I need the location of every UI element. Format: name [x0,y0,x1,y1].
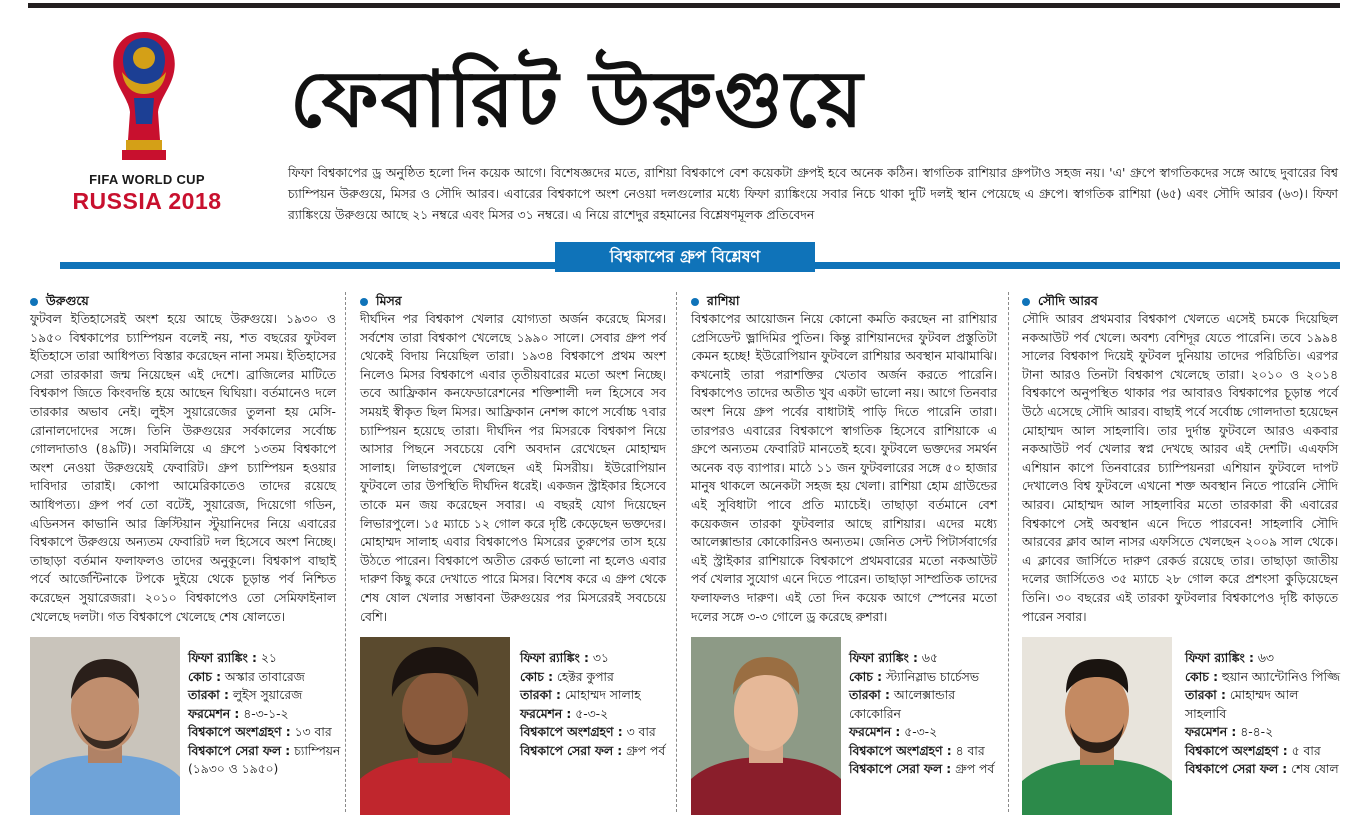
top-rule [28,3,1340,8]
bullet-icon [1022,298,1030,306]
bullet-icon [691,298,699,306]
team-name: সৌদি আরব [1038,293,1098,308]
fact-star: তারকা : আলেক্সান্ডার কোকোরিন [849,688,956,721]
team-column-saudi-arabia [1022,292,1338,626]
column-divider [1008,292,1009,812]
team-column-uruguay [30,292,336,626]
bullet-icon [30,298,38,306]
team-facts-egypt [520,649,672,760]
fact-ranking: ফিফা র‍্যাঙ্কিং : ৬৫ [849,651,938,665]
fact-formation: ফরমেশন : ৫-৩-২ [520,706,609,721]
fact-formation: ফরমেশন : ৪-৩-১-২ [188,706,289,721]
fact-appearances: বিশ্বকাপে অংশগ্রহণ : ৩ বার [520,725,656,739]
logo-line-world-cup: FIFA WORLD CUP [89,172,205,187]
fact-ranking: ফিফা র‍্যাঙ্কিং : ২১ [188,651,277,665]
team-title [1022,292,1338,310]
fact-ranking: ফিফা র‍্যাঙ্কিং : ৩১ [520,651,609,665]
fact-coach: কোচ : হেক্টর কুপার [520,669,614,684]
page-headline: ফেবারিট উরুগুয়ে [290,55,865,145]
bullet-icon [360,298,368,306]
fact-best-result: বিশ্বকাপে সেরা ফল : গ্রুপ পর্ব [849,762,995,776]
team-title [360,292,666,310]
team-name: উরুগুয়ে [46,293,89,308]
player-photo-kokorin [691,637,841,815]
fact-coach: কোচ : অস্কার তাবারেজ [188,669,305,684]
fact-coach: কোচ : স্ট্যানিস্লাভ চার্চেসভ [849,669,979,684]
team-facts-uruguay [188,649,343,779]
fact-formation: ফরমেশন : ৫-৩-২ [849,725,938,739]
fact-appearances: বিশ্বকাপে অংশগ্রহণ : ৫ বার [1185,743,1321,758]
fact-best-result: বিশ্বকাপে সেরা ফল : চ্যাম্পিয়ন (১৯৩০ ও ১৯৫০) [188,743,341,776]
column-divider [345,292,346,812]
fact-appearances: বিশ্বকাপে অংশগ্রহণ : ৪ বার [849,743,985,758]
fact-appearances: বিশ্বকাপে অংশগ্রহণ : ১৩ বার [188,725,332,739]
player-photo-salah [360,637,510,815]
team-column-russia [691,292,997,626]
team-body: দীর্ঘদিন পর বিশ্বকাপ খেলার যোগ্যতা অর্জন করেছে মিসর। সর্বশেষ তারা বিশ্বকাপ খেলেছে ১৯৯০ সালে। সেবার গ্রুপ পর্ব থেকেই বিদায় নিয়েছিল তারা। ১৯৩৪ বিশ্বকাপে প্রথম অংশ নিলেও মিসর বিশ্বকাপে এবার তৃতীয়বারের মতো অংশ নিচ্ছে। তবে আফ্রিকান কনফেডারেশনের শক্তিশালী দল হিসেবে সব সময়ই স্বীকৃত ছিল মিসর। আফ্রিকান নেশন্স কাপে সর্বোচ্চ ৭বার চ্যাম্পিয়ন হয়েছে তারা। দীর্ঘদিন পর মিসরকে বিশ্বকাপ নিয়ে আসার পিছনে সবচেয়ে বেশি অবদান রেখেছেন মোহাম্মদ সালাহ। লিভারপুলে খেলছেন এই মিসরীয়। ইউরোপিয়ান ফুটবলে তার উপস্থিতি দীর্ঘদিন ধরেই। একজন স্ট্রাইকার হিসেবে তাকে মন জয় করেছেন সবার। এ বছরই যোগ দিয়েছেন লিভারপুলে। ১৫ ম্যাচে ১২ গোল করে দৃষ্টি কেড়েছেন ভক্তদের। মোহাম্মদ সালাহ এবার বিশ্বকাপেও মিসরের তুরুপের তাস হয়ে উঠতে পারেন। বিশ্বকাপে অতীত রেকর্ড ভালো না হলেও এবার দারুণ কিছু করে দেখাতে পারে মিসর। বিশেষ করে এ গ্রুপ থেকে শেষ ষোল খেলার সম্ভাবনা উরুগুয়ের পর মিসরেরই সবচেয়ে বেশি। [360,312,666,624]
column-divider [676,292,677,812]
fifa-world-cup-logo [52,20,242,220]
fact-ranking: ফিফা র‍্যাঙ্কিং : ৬৩ [1185,651,1274,665]
trophy-emblem-icon [104,28,184,168]
fact-formation: ফরমেশন : ৪-৪-২ [1185,725,1274,739]
logo-line-russia: RUSSIA 2018 [72,188,222,214]
fact-coach: কোচ : হুয়ান অ্যান্টোনিও পিজ্জি [1185,669,1340,684]
team-name: মিসর [376,293,402,308]
team-title [691,292,997,310]
team-body: সৌদি আরব প্রথমবার বিশ্বকাপ খেলতে এসেই চমকে দিয়েছিল নকআউট পর্ব খেলে। অবশ্য বেশিদূর যেতে পারেনি। তবে ১৯৯৪ সালের বিশ্বকাপ দিয়েই ফুটবল দুনিয়ায় তাদের পরিচিতি। এরপর টানা আরও তিনটা বিশ্বকাপ খেলেছে তারা। ২০১০ ও ২০১৪ বিশ্বকাপে অনুপস্থিত থাকার পর আবারও বিশ্বকাপের চূড়ান্ত পর্বে উঠে এসেছে সৌদি আরব। বাছাই পর্বে সর্বোচ্চ গোলদাতা হয়েছেন মোহাম্মদ আল সাহলাবি। তার দুর্দান্ত ফুটবলে আরও একবার নকআউট পর্ব খেলার স্বপ্ন দেখছে আরব এই দেশটি। এএফসি এশিয়ান কাপে তিনবারের চ্যাম্পিয়নরা এশিয়ান ফুটবলে দাপট দেখালেও বিশ্ব ফুটবলে এখনো শক্ত অবস্থান নিতে পারেনি সৌদি আরব। মোহাম্মদ আল সাহলাবির মতো তারকারা কী এবারের বিশ্বকাপে সেই অবস্থান এনে দিতে পারবেন! সাহলাবি সৌদি আরবের ক্লাব আল নাসর এফসিতে খেলছেন ২০০৯ সাল থেকে। এ ক্লাবের জার্সিতে দারুণ রেকর্ড রয়েছে তার। তাছাড়া জাতীয় দলের জার্সিতেও ৩৫ ম্যাচে ২৮ গোল করে প্রশংসা কুড়িয়েছেন তিনি। ৩০ বছরের এই তারকা ফুটবলার বিশ্বকাপেও দৃষ্টি কাড়তে পারেন সবার। [1022,312,1338,624]
team-facts-saudi-arabia [1185,649,1340,779]
team-body: ফুটবল ইতিহাসেরই অংশ হয়ে আছে উরুগুয়ে। ১৯৩০ ও ১৯৫০ বিশ্বকাপের চ্যাম্পিয়ন বলেই নয়, শত বছরের ফুটবল ইতিহাসে তারা আধিপত্য বিস্তার করেছেন নানা সময়। ইতিহাসের সেরা তারকারা জন্ম নিয়েছেন এই দেশে। ব্রাজিলের মাটিতে বিশ্বকাপ জিতে কিংবদন্তি হয়ে আছেন ঘিঘিয়া। বর্তমানেও দলে তারকার অভাব নেই। লুইস সুয়ারেজের তুলনা হয় মেসি-রোনালদোদের সঙ্গে। তিনি উরুগুয়ের সর্বকালের সর্বোচ্চ গোলদাতাও (৪৯টি)। সবমিলিয়ে এ গ্রুপে ১৩তম বিশ্বকাপে অংশ নেওয়া উরুগুয়েই ফেবারিট। গ্রুপ চ্যাম্পিয়ন হওয়ার দাবিদার তারাই। কোপা আমেরিকাতেও তাদের রয়েছে আধিপত্য। গ্রুপ পর্ব তো বটেই, সুয়ারেজ, দিয়েগো গডিন, এডিনসন কাভানি আর ক্রিস্টিয়ান স্টুয়ানিদের নিয়ে এবারের বিশ্বকাপে উরুগুয়ে অন্যতম ফেবারিট দল হিসেবে অংশ নিচ্ছে। তাছাড়া বর্তমান ফলাফলও তাদের অনুকূলে। বিশ্বকাপ বাছাই পর্বে আর্জেন্টিনাকে টপকে দুইয়ে থেকে চূড়ান্ত পর্ব নিশ্চিত করেছেন সুয়ারেজরা। ২০১০ বিশ্বকাপেও তো সেমিফাইনাল খেলেছে দলটা। গত বিশ্বকাপে খেলেছে শেষ ষোলতে। [30,312,336,624]
team-title [30,292,336,310]
fact-star: তারকা : মোহাম্মদ সালাহ [520,688,641,702]
fact-star: তারকা : লুইস সুয়ারেজ [188,688,303,702]
team-body: বিশ্বকাপের আয়োজন নিয়ে কোনো কমতি করছেন না রাশিয়ার প্রেসিডেন্ট ভ্লাদিমির পুতিন। কিন্তু রাশিয়ানদের ফুটবল প্রস্তুতিটা কেমন হচ্ছে! ইউরোপিয়ান ফুটবলে রাশিয়ার অবস্থান মাঝামাঝি। কখনোই তারা পরাশক্তির খেতাব অর্জন করতে পারেনি। বিশ্বকাপেও তাদের অতীত খুব একটা ভালো নয়। আগে তিনবার অংশ নিয়ে গ্রুপ পর্বের বাধাটাই পাড়ি দিতে পারেনি তারা। তারপরও এবারের বিশ্বকাপে স্বাগতিক হিসেবে রাশিয়াকে এ গ্রুপে অন্যতম ফেবারিট মানতেই হবে। ফুটবলে ভক্তদের সমর্থন অনেক বড় ব্যাপার। মাঠে ১১ জন ফুটবলারের সঙ্গে ৫০ হাজার মানুষ থাকলে অনেকটা সহজ হয় খেলা। রাশিয়া হোম গ্রাউন্ডের এই সুবিধাটা পাবে প্রতি ম্যাচেই। তাছাড়া বর্তমানে বেশ কয়েকজন তারকা ফুটবলার আছে রাশিয়ার। এদের মধ্যে আলেক্সান্ডার কোকোরিনও অন্যতম। জেনিত সেন্ট পিটার্সবার্গের এই স্ট্রাইকার রাশিয়াকে বিশ্বকাপে প্রথমবারের মতো নকআউট পর্ব খেলার সুযোগ এনে দিতে পারেন। তাছাড়া সাম্প্রতিক তাদের ফলাফলও দারুণ। এই তো দিন কয়েক আগে স্পেনের মতো দলের সঙ্গে ৩-৩ গোলে ড্র করেছে রুশরা। [691,312,998,624]
team-name: রাশিয়া [707,293,740,308]
fact-star: তারকা : মোহাম্মদ আল সাহলাবি [1185,688,1299,721]
section-title: বিশ্বকাপের গ্রুপ বিশ্লেষণ [555,242,815,272]
fact-best-result: বিশ্বকাপে সেরা ফল : শেষ ষোল [1185,762,1339,776]
team-facts-russia [849,649,1004,779]
player-photo-suarez [30,637,180,815]
team-column-egypt [360,292,666,626]
fact-best-result: বিশ্বকাপে সেরা ফল : গ্রুপ পর্ব [520,743,666,758]
intro-paragraph: ফিফা বিশ্বকাপের ড্র অনুষ্ঠিত হলো দিন কয়েক আগে। বিশেষজ্ঞদের মতে, রাশিয়া বিশ্বকাপে বেশ কয়েকটা গ্রুপই হবে অনেক কঠিন। স্বাগতিক রাশিয়ার গ্রুপটাও সহজ নয়। 'এ' গ্রুপে স্বাগতিকদের সঙ্গে আছে দুবারের বিশ্ব চ্যাম্পিয়ন উরুগুয়ে, মিসর ও সৌদি আরব। এবারের বিশ্বকাপে অংশ নেওয়া দলগুলোর মধ্যে ফিফা র‍্যাঙ্কিংয়ে সবার নিচে থাকা দুটি দলই স্থান পেয়েছে এ গ্রুপে। স্বাগতিক রাশিয়া (৬৫) এবং সৌদি আরব (৬৩)। ফিফা র‍্যাঙ্কিংয়ে উরুগুয়ে আছে ২১ নম্বরে এবং মিসর ৩১ নম্বরে। এ নিয়ে রাশেদুর রহমানের বিশ্লেষণমূলক প্রতিবেদন [288,165,1339,222]
player-photo-al-sahlawi [1022,637,1172,815]
